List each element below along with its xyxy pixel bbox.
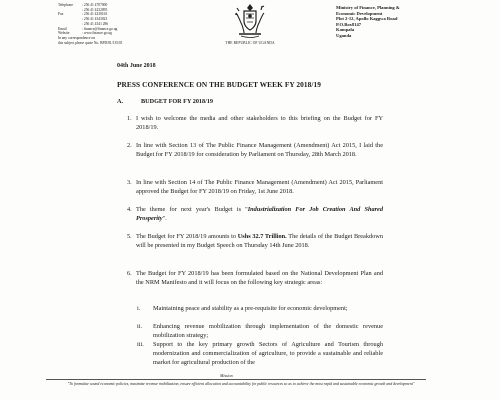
coat-of-arms-icon xyxy=(230,1,270,41)
list-item-text: Enhancing revenue mobilization through implementation of the domestic revenue mobilization strategy; xyxy=(153,323,383,339)
footer-divider xyxy=(46,379,426,380)
list-item-number: iii. xyxy=(137,341,144,348)
paragraph-text: In line with Section 13 of The Public Finance Management (Amendment) Act 2015, I laid the Budget for FY 2018/19 for consideration by Parliament on Thursday, 28th March 2018. xyxy=(136,142,383,158)
contact-value: : 256 41 4230163 xyxy=(82,12,108,17)
footer-mission-text: "To formulate sound economic policies, maximize revenue mobilization, ensure efficient allocation and accountability for public resources so as to achieve the most rapid and sustainable economic growth and development" xyxy=(67,382,415,386)
contact-value: : 256 41 4707000 xyxy=(82,3,108,7)
contact-label: Website xyxy=(58,31,70,36)
contact-label: Telephone xyxy=(58,3,73,7)
list-item xyxy=(137,322,383,340)
address-line: Kampala xyxy=(336,27,355,33)
paragraph-number: 5. xyxy=(127,233,132,240)
contact-value: : 256 41 4341 286 xyxy=(82,21,109,26)
paragraph-text xyxy=(136,232,383,250)
address-line: Uganda xyxy=(336,32,352,38)
paragraph-number: 3. xyxy=(127,179,132,186)
list-item xyxy=(137,340,383,367)
list-item-text: Maintaining peace and stability as a pre-requisite for economic development; xyxy=(153,305,348,312)
contact-value: : finance@finance.go.ug xyxy=(82,26,118,31)
contact-label: Fax xyxy=(58,12,64,17)
paragraph-text: In line with Section 14 of The Public Finance Management (Amendment) Act 2015, Parliament approved the Budget for FY 2018/19 on Friday, 1st June 2018. xyxy=(136,179,383,195)
contact-value: : 256 41 4232095 xyxy=(82,7,108,12)
budget-amount: Ushs 32.7 Trillion. xyxy=(237,233,287,240)
paragraph-number: 4. xyxy=(127,206,132,213)
text-run: The Budget for FY 2018/19 amounts to xyxy=(136,233,238,240)
address-line: Ministry of Finance, Planning & xyxy=(336,5,400,10)
document-date: 04th June 2018 xyxy=(117,63,156,69)
paragraph xyxy=(127,178,383,196)
paragraph-text: The Budget for FY 2018/19 has been formulated based on the National Development Plan and the NRM Manifesto and it will focus on the following key strategic areas: xyxy=(136,270,383,286)
list-item-number: i. xyxy=(137,305,141,312)
list-item-number: ii. xyxy=(137,323,143,330)
contact-label: Email xyxy=(58,26,67,31)
section-letter: A. xyxy=(117,98,124,105)
paragraph xyxy=(127,141,383,159)
paragraph xyxy=(127,269,383,287)
reference-note: In any correspondence on xyxy=(58,35,96,40)
reference-note: this subject please quote No. BPD/81/135/01 xyxy=(58,40,123,45)
section-heading xyxy=(117,98,213,105)
paragraph xyxy=(127,114,383,132)
list-item-text: Support to the key primary growth Sectors of Agriculture and Tourism through modernization and commercialization of agriculture, to provide a sustainable and reliable market for agricultural production of the xyxy=(153,341,383,366)
ministry-address xyxy=(336,5,446,39)
address-line: Economic Development xyxy=(336,10,383,16)
section-title: BUDGET FOR FY 2018/19 xyxy=(141,98,214,105)
paragraph xyxy=(127,232,383,250)
text-run: The theme for next year's Budget is " xyxy=(136,206,248,213)
paragraph xyxy=(127,205,383,223)
contact-block xyxy=(58,3,178,45)
paragraph-number: 1. xyxy=(127,115,132,122)
budget-theme: Industrialization For Job Creation And Shared Prosperity xyxy=(136,206,383,222)
address-line: P.O.Box8147 xyxy=(336,21,362,27)
contact-value: : www.finance.go.ug xyxy=(82,31,112,36)
text-run: The details of the Budget Breakdown will be presented in my Budget Speech on Thursday 14th June 2018. xyxy=(136,233,383,249)
list-item xyxy=(137,304,383,313)
paragraph-text xyxy=(136,205,383,223)
footer-mission-label: Mission xyxy=(220,373,233,378)
address-line: Plot 2-12, Apollo Kaggwa Road xyxy=(336,16,398,22)
paragraph-number: 2. xyxy=(127,142,132,149)
crest-caption: THE REPUBLIC OF UGANDA xyxy=(225,41,275,45)
text-run: ". xyxy=(162,215,167,222)
document-title: PRESS CONFERENCE ON THE BUDGET WEEK FY 2018/19 xyxy=(117,80,322,89)
contact-value: : 256 41 4343023 xyxy=(82,17,108,22)
paragraph-text: I wish to welcome the media and other stakeholders to this briefing on the Budget for FY 2018/19. xyxy=(136,115,383,131)
paragraph-number: 6. xyxy=(127,270,132,277)
